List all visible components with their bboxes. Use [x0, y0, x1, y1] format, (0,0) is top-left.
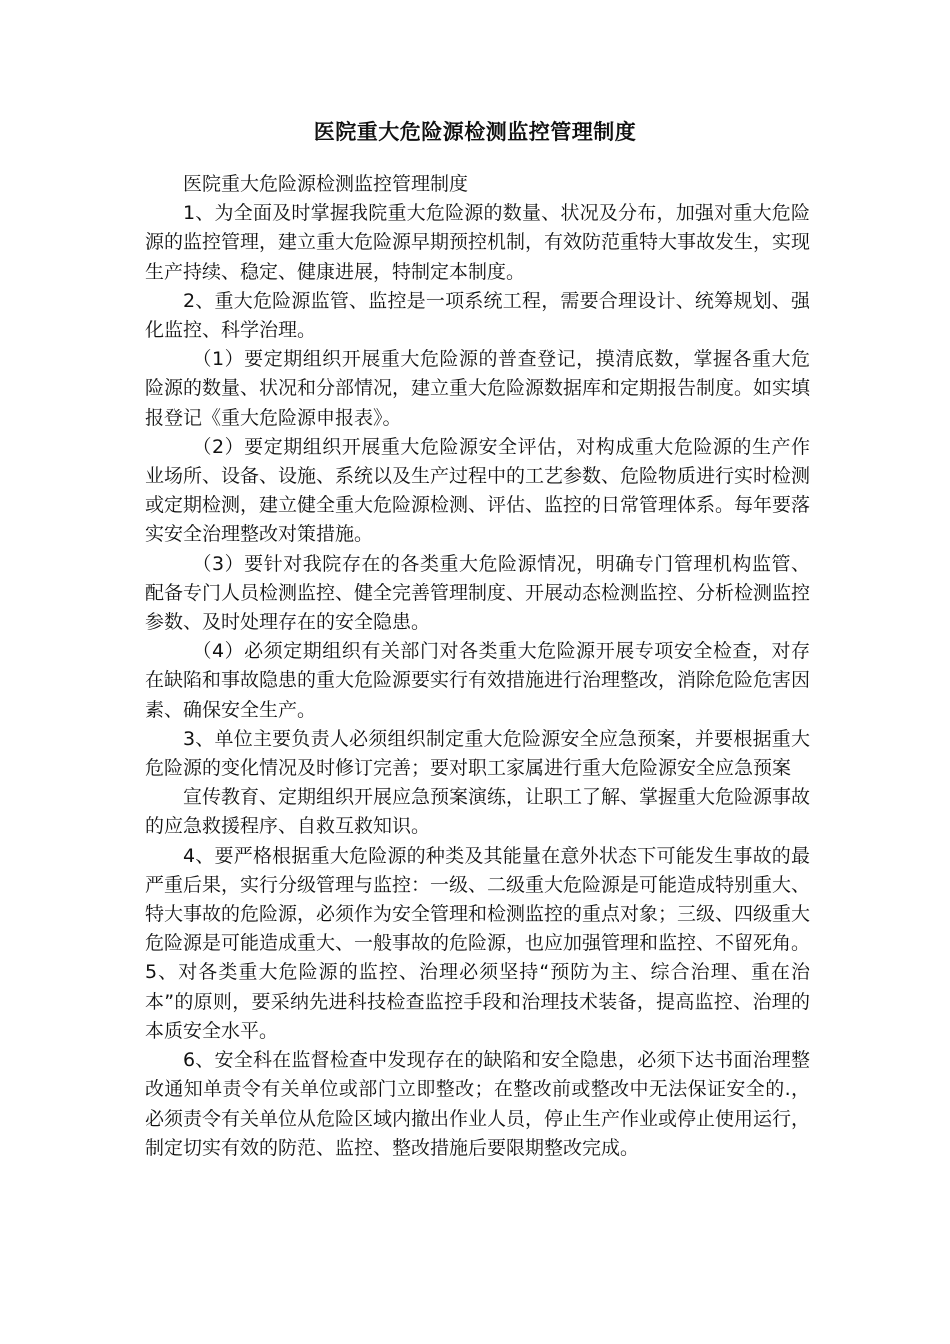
- paragraph-2-1: （1）要定期组织开展重大危险源的普查登记，摸清底数，掌握各重大危险源的数量、状况和分部情况，建立重大危险源数据库和定期报告制度。如实填报登记《重大危险源申报表》。: [145, 348, 811, 429]
- paragraph-6: 6、安全科在监督检查中发现存在的缺陷和安全隐患，必须下达书面治理整改通知单责令有关单位或部门立即整改；在整改前或整改中无法保证安全的.，必须责令有关单位从危险区域内撤出作业人员，停止生产作业或停止使用运行，制定切实有效的防范、监控、整改措施后要限期整改完成。: [145, 1049, 811, 1159]
- paragraph-subtitle: 医院重大危险源检测监控管理制度: [183, 173, 469, 195]
- paragraph-2-2: （2）要定期组织开展重大危险源安全评估，对构成重大危险源的生产作业场所、设备、设施、系统以及生产过程中的工艺参数、危险物质进行实时检测或定期检测，建立健全重大危险源检测、评估、监控的日常管理体系。每年要落实安全治理整改对策措施。: [145, 435, 811, 546]
- paragraph-1: 1、为全面及时掌握我院重大危险源的数量、状况及分布，加强对重大危险源的监控管理，建立重大危险源早期预控机制，有效防范重特大事故发生，实现生产持续、稳定、健康进展，特制定本制度。: [145, 202, 811, 283]
- paragraph-3: 3、单位主要负责人必须组织制定重大危险源安全应急预案，并要根据重大危险源的变化情况及时修订完善；要对职工家属进行重大危险源安全应急预案: [145, 727, 810, 780]
- paragraph-2: 2、重大危险源监管、监控是一项系统工程，需要合理设计、统筹规划、强化监控、科学治理。: [145, 289, 810, 342]
- document-body: [145, 170, 810, 1163]
- paragraph-2-3: （3）要针对我院存在的各类重大危险源情况，明确专门管理机构监管、配备专门人员检测监控、健全完善管理制度、开展动态检测监控、分析检测监控参数、及时处理存在的安全隐患。: [145, 552, 811, 634]
- document-title: 医院重大危险源检测监控管理制度: [313, 120, 637, 144]
- paragraph-2-4: （4）必须定期组织有关部门对各类重大危险源开展专项安全检查，对存在缺陷和事故隐患的重大危险源要实行有效措施进行治理整改，消除危险危害因素、确保安全生产。: [145, 640, 811, 721]
- paragraph-3-continued: 宣传教育、定期组织开展应急预案演练，让职工了解、掌握重大危险源事故的应急救援程序、自救互救知识。: [145, 786, 811, 838]
- paragraph-4-5: 4、要严格根据重大危险源的种类及其能量在意外状态下可能发生事故的最严重后果，实行分级管理与监控：一级、二级重大危险源是可能造成特别重大、特大事故的危险源，必须作为安全管理和检测监控的重点对象；三级、四级重大危险源是可能造成重大、一般事故的危险源，也应加强管理和监控、不留死角。 5、对各类重大危险源的监控、治理必须坚持“预防为主、综合治理、重在治本”的原则，要采纳先进科技检查监控手段和治理技术装备，提高监控、治理的本质安全水平。: [145, 844, 811, 1042]
